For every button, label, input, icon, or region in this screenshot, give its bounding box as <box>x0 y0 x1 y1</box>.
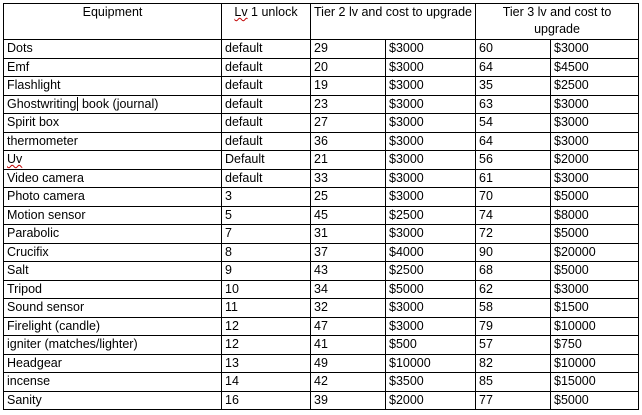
cell-equipment[interactable] <box>4 169 222 188</box>
equipment-table <box>3 3 639 410</box>
cell-text: 19 <box>314 78 328 92</box>
cell-text: 64 <box>479 59 493 74</box>
cell-text: $3500 <box>389 374 424 388</box>
cell-t2-cost[interactable] <box>386 225 476 244</box>
cell-t2-cost[interactable] <box>386 262 476 281</box>
cell-text: $3000 <box>389 41 424 55</box>
cell-text: 39 <box>314 392 328 407</box>
table-body <box>4 40 639 410</box>
cell-t2-cost[interactable] <box>386 206 476 225</box>
table-row <box>4 391 639 410</box>
cell-t3-lv[interactable] <box>476 243 551 262</box>
cell-text: 12 <box>225 318 239 333</box>
cell-text: 41 <box>314 337 328 351</box>
cell-text: $3000 <box>554 133 589 148</box>
cell-text: 12 <box>225 337 239 351</box>
cell-text: Dots <box>7 41 33 55</box>
cell-text: 58 <box>479 300 493 314</box>
cell-t2-lv[interactable] <box>311 40 386 59</box>
cell-t3-cost[interactable] <box>551 243 639 262</box>
cell-t2-lv[interactable] <box>311 151 386 170</box>
cell-text: $2500 <box>389 263 424 277</box>
header-tier2[interactable]: Tier 2 lv and cost to upgrade <box>311 4 476 40</box>
cell-text: default <box>225 59 263 74</box>
cell-t2-lv[interactable] <box>311 58 386 77</box>
cell-t2-cost[interactable] <box>386 114 476 133</box>
cell-t3-lv[interactable] <box>476 262 551 281</box>
cell-t3-cost[interactable] <box>551 317 639 336</box>
cell-text: 7 <box>225 226 232 240</box>
cell-lv1[interactable] <box>222 280 311 299</box>
cell-t2-lv[interactable] <box>311 262 386 281</box>
cell-text: $2500 <box>554 78 589 92</box>
cell-text: $15000 <box>554 374 596 388</box>
cell-t2-cost[interactable] <box>386 243 476 262</box>
cell-equipment[interactable] <box>4 40 222 59</box>
cell-lv1[interactable] <box>222 299 311 318</box>
cell-text: $3000 <box>389 59 424 74</box>
cell-equipment[interactable] <box>4 225 222 244</box>
cell-lv1[interactable] <box>222 373 311 392</box>
table-row <box>4 151 639 170</box>
cell-equipment[interactable] <box>4 151 222 170</box>
cell-text: Motion sensor <box>7 207 86 222</box>
cell-text: Default <box>225 152 265 166</box>
cell-text: 3 <box>225 189 232 203</box>
cell-text: $3000 <box>389 96 424 111</box>
cell-t2-cost[interactable] <box>386 391 476 410</box>
cell-text: 57 <box>479 337 493 351</box>
cell-t3-lv[interactable] <box>476 151 551 170</box>
cell-t2-lv[interactable] <box>311 225 386 244</box>
cell-t2-lv[interactable] <box>311 391 386 410</box>
cell-text: 45 <box>314 207 328 222</box>
cell-t2-lv[interactable] <box>311 280 386 299</box>
cell-text: 16 <box>225 392 239 407</box>
cell-t2-cost[interactable] <box>386 58 476 77</box>
cell-equipment[interactable] <box>4 243 222 262</box>
cell-text: $10000 <box>554 318 596 333</box>
cell-text: 20 <box>314 59 328 74</box>
cell-text: 25 <box>314 189 328 203</box>
cell-lv1[interactable] <box>222 188 311 207</box>
cell-equipment[interactable] <box>4 373 222 392</box>
cell-t2-lv[interactable] <box>311 317 386 336</box>
cell-equipment[interactable] <box>4 188 222 207</box>
cell-equipment[interactable] <box>4 262 222 281</box>
cell-t3-lv[interactable] <box>476 225 551 244</box>
cell-t2-cost[interactable] <box>386 373 476 392</box>
cell-t2-lv[interactable] <box>311 95 386 114</box>
cell-t3-lv[interactable] <box>476 132 551 151</box>
table-header <box>4 4 639 40</box>
cell-t2-lv[interactable] <box>311 243 386 262</box>
cell-text: Parabolic <box>7 226 60 240</box>
cell-t3-cost[interactable] <box>551 188 639 207</box>
table-row <box>4 280 639 299</box>
cell-text: 77 <box>479 392 493 407</box>
cell-text: $3000 <box>554 41 589 55</box>
cell-t2-lv[interactable] <box>311 77 386 96</box>
cell-t3-cost[interactable] <box>551 373 639 392</box>
cell-text: default <box>225 133 263 148</box>
cell-t3-cost[interactable] <box>551 151 639 170</box>
cell-t2-lv[interactable] <box>311 169 386 188</box>
cell-text: thermometer <box>7 133 78 148</box>
cell-text: incense <box>7 374 51 388</box>
cell-t3-cost[interactable] <box>551 391 639 410</box>
cell-lv1[interactable] <box>222 58 311 77</box>
cell-lv1[interactable] <box>222 132 311 151</box>
cell-lv1[interactable] <box>222 391 311 410</box>
cell-text: $3000 <box>389 318 424 333</box>
cell-t3-lv[interactable] <box>476 188 551 207</box>
table-row <box>4 169 639 188</box>
text-cursor: Ghostwriting <box>7 96 77 111</box>
cell-lv1[interactable] <box>222 40 311 59</box>
table-row <box>4 225 639 244</box>
cell-text: $10000 <box>389 355 431 370</box>
cell-text: $5000 <box>554 189 589 203</box>
cell-text: $5000 <box>554 263 589 277</box>
cell-t2-cost[interactable] <box>386 40 476 59</box>
table-row <box>4 373 639 392</box>
cell-equipment[interactable] <box>4 58 222 77</box>
header-tier3[interactable]: Tier 3 lv and cost to upgrade <box>476 4 639 40</box>
cell-text: 13 <box>225 355 239 370</box>
cell-text: Sound sensor <box>7 300 85 314</box>
cell-t2-cost[interactable] <box>386 299 476 318</box>
cell-t3-lv[interactable] <box>476 391 551 410</box>
cell-text: 82 <box>479 355 493 370</box>
table-row <box>4 336 639 355</box>
table-row <box>4 58 639 77</box>
cell-text: 70 <box>479 189 493 203</box>
cell-t3-cost[interactable] <box>551 262 639 281</box>
cell-t2-cost[interactable] <box>386 169 476 188</box>
cell-text: 33 <box>314 170 328 185</box>
cell-t3-lv[interactable] <box>476 280 551 299</box>
cell-text: 29 <box>314 41 328 55</box>
cell-text: 31 <box>314 226 328 240</box>
cell-lv1[interactable] <box>222 317 311 336</box>
cell-text: $20000 <box>554 244 596 259</box>
cell-t3-lv[interactable] <box>476 114 551 133</box>
cell-equipment[interactable] <box>4 77 222 96</box>
table-row <box>4 317 639 336</box>
cell-text: 21 <box>314 152 328 166</box>
cell-t2-cost[interactable] <box>386 132 476 151</box>
table-row <box>4 77 639 96</box>
cell-text: $2500 <box>389 207 424 222</box>
cell-text: Emf <box>7 59 30 74</box>
cell-text: 5 <box>225 207 232 222</box>
cell-text: 72 <box>479 226 493 240</box>
table-row <box>4 354 639 373</box>
cell-text: $5000 <box>554 226 589 240</box>
cell-text: $10000 <box>554 355 596 370</box>
cell-t2-cost[interactable] <box>386 151 476 170</box>
cell-text: $5000 <box>554 392 589 407</box>
cell-equipment[interactable] <box>4 336 222 355</box>
cell-text: 11 <box>225 300 238 314</box>
cell-text: $3000 <box>389 133 424 148</box>
cell-text: 9 <box>225 263 232 277</box>
cell-t3-cost[interactable] <box>551 40 639 59</box>
cell-text: Headgear <box>7 355 62 370</box>
cell-text: 74 <box>479 207 493 222</box>
cell-t3-cost[interactable] <box>551 77 639 96</box>
table-row <box>4 262 639 281</box>
cell-text: $3000 <box>554 281 589 296</box>
cell-text: $8000 <box>554 207 589 222</box>
cell-lv1[interactable] <box>222 354 311 373</box>
cell-text: $1500 <box>554 300 589 314</box>
cell-t3-lv[interactable] <box>476 58 551 77</box>
cell-text: $4500 <box>554 59 589 74</box>
cell-text: 43 <box>314 263 328 277</box>
table-row <box>4 40 639 59</box>
cell-t3-cost[interactable] <box>551 299 639 318</box>
cell-t2-cost[interactable] <box>386 280 476 299</box>
cell-text: $500 <box>389 337 417 351</box>
table-row <box>4 114 639 133</box>
cell-equipment[interactable] <box>4 95 222 114</box>
cell-t2-lv[interactable] <box>311 299 386 318</box>
cell-text: Salt <box>7 263 29 277</box>
cell-text: $2000 <box>389 392 424 407</box>
cell-t3-lv[interactable] <box>476 169 551 188</box>
cell-text: default <box>225 96 263 111</box>
cell-t3-lv[interactable] <box>476 336 551 355</box>
cell-t3-lv[interactable] <box>476 40 551 59</box>
cell-lv1[interactable] <box>222 336 311 355</box>
cell-text: 10 <box>225 281 239 296</box>
cell-text: $3000 <box>554 96 589 111</box>
cell-t3-cost[interactable] <box>551 354 639 373</box>
cell-equipment[interactable] <box>4 391 222 410</box>
cell-text: default <box>225 41 263 55</box>
cell-t3-cost[interactable] <box>551 95 639 114</box>
cell-t3-cost[interactable] <box>551 336 639 355</box>
cell-text: igniter (matches/lighter) <box>7 337 138 351</box>
table-row <box>4 206 639 225</box>
table-row <box>4 243 639 262</box>
cell-text: 68 <box>479 263 493 277</box>
cell-equipment[interactable] <box>4 354 222 373</box>
cell-text: $3000 <box>389 170 424 185</box>
cell-text: $3000 <box>554 170 589 185</box>
cell-text: Tripod <box>7 281 42 296</box>
header-lv1-suffix: 1 unlock <box>247 5 298 19</box>
cell-t2-lv[interactable] <box>311 354 386 373</box>
cell-lv1[interactable] <box>222 114 311 133</box>
cell-text: 79 <box>479 318 493 333</box>
cell-lv1[interactable] <box>222 225 311 244</box>
cell-text: Firelight (candle) <box>7 318 101 333</box>
cell-t2-cost[interactable] <box>386 95 476 114</box>
table-row <box>4 95 639 114</box>
cell-t2-cost[interactable] <box>386 317 476 336</box>
cell-t3-cost[interactable] <box>551 169 639 188</box>
cell-text: default <box>225 78 263 92</box>
header-row <box>4 4 639 40</box>
cell-text: $4000 <box>389 244 424 259</box>
cell-lv1[interactable] <box>222 151 311 170</box>
cell-text: $3000 <box>389 226 424 240</box>
header-lv1-prefix: Lv <box>234 5 248 19</box>
cell-text: 35 <box>479 78 493 92</box>
cell-text: 60 <box>479 41 493 55</box>
cell-t3-cost[interactable] <box>551 114 639 133</box>
cell-t2-lv[interactable] <box>311 132 386 151</box>
cell-equipment[interactable] <box>4 114 222 133</box>
cell-t2-cost[interactable] <box>386 188 476 207</box>
cell-lv1[interactable] <box>222 77 311 96</box>
cell-text: 27 <box>314 115 328 129</box>
cell-t3-lv[interactable] <box>476 317 551 336</box>
cell-text: 36 <box>314 133 328 148</box>
cell-text: 61 <box>479 170 493 185</box>
cell-text: 64 <box>479 133 493 148</box>
cell-equipment[interactable] <box>4 299 222 318</box>
cell-equipment[interactable] <box>4 317 222 336</box>
cell-text: $750 <box>554 337 582 351</box>
cell-text: $3000 <box>389 189 424 203</box>
cell-text: 63 <box>479 96 493 111</box>
cell-text: 8 <box>225 244 232 259</box>
cell-t3-lv[interactable] <box>476 373 551 392</box>
cell-t2-lv[interactable] <box>311 114 386 133</box>
cell-t3-lv[interactable] <box>476 206 551 225</box>
cell-t2-lv[interactable] <box>311 206 386 225</box>
cell-t2-lv[interactable] <box>311 336 386 355</box>
cell-t2-cost[interactable] <box>386 354 476 373</box>
cell-text: 37 <box>314 244 328 259</box>
cell-t3-lv[interactable] <box>476 77 551 96</box>
cell-text: $3000 <box>389 300 424 314</box>
cell-text: Uv <box>7 152 23 166</box>
cell-text: 62 <box>479 281 493 296</box>
cell-lv1[interactable] <box>222 262 311 281</box>
table-row <box>4 188 639 207</box>
cell-text: 42 <box>314 374 328 388</box>
cell-t3-cost[interactable] <box>551 58 639 77</box>
cell-t3-cost[interactable] <box>551 132 639 151</box>
cell-text: 56 <box>479 152 493 166</box>
cell-text: Sanity <box>7 392 42 407</box>
cell-t3-cost[interactable] <box>551 206 639 225</box>
cell-lv1[interactable] <box>222 206 311 225</box>
cell-text: 34 <box>314 281 328 296</box>
cell-text: 49 <box>314 355 328 370</box>
cell-text: $3000 <box>554 115 589 129</box>
cell-equipment[interactable] <box>4 132 222 151</box>
cell-text: default <box>225 115 263 129</box>
cell-t2-cost[interactable] <box>386 77 476 96</box>
cell-text: 47 <box>314 318 328 333</box>
cell-t2-lv[interactable] <box>311 188 386 207</box>
cell-equipment[interactable] <box>4 280 222 299</box>
cell-equipment[interactable] <box>4 206 222 225</box>
cell-t2-cost[interactable] <box>386 336 476 355</box>
cell-t2-lv[interactable] <box>311 373 386 392</box>
cell-text: $2000 <box>554 152 589 166</box>
table-row <box>4 132 639 151</box>
cell-text: 90 <box>479 244 493 259</box>
cell-text: Video camera <box>7 170 84 185</box>
cell-lv1[interactable] <box>222 243 311 262</box>
table-row <box>4 299 639 318</box>
cell-text: 54 <box>479 115 493 129</box>
cell-text: 14 <box>225 374 239 388</box>
cell-t3-cost[interactable] <box>551 280 639 299</box>
header-equipment[interactable]: Equipment <box>4 4 222 40</box>
cell-text: default <box>225 170 263 185</box>
cell-t3-lv[interactable] <box>476 354 551 373</box>
cell-text: Flashlight <box>7 78 61 92</box>
cell-text: 23 <box>314 96 328 111</box>
cell-text: Crucifix <box>7 244 49 259</box>
cell-text: $5000 <box>389 281 424 296</box>
cell-t3-lv[interactable] <box>476 299 551 318</box>
cell-lv1[interactable] <box>222 169 311 188</box>
cell-text: 85 <box>479 374 493 388</box>
cell-text: $3000 <box>389 115 424 129</box>
cell-text: $3000 <box>389 78 424 92</box>
cell-t3-cost[interactable] <box>551 225 639 244</box>
cell-text: Spirit box <box>7 115 60 129</box>
cell-text: 32 <box>314 300 328 314</box>
cell-text: $3000 <box>389 152 424 166</box>
cell-equipment-rest: book (journal) <box>78 96 159 111</box>
header-lv1-unlock[interactable] <box>222 4 311 40</box>
cell-text: Photo camera <box>7 189 85 203</box>
cell-lv1[interactable] <box>222 95 311 114</box>
cell-t3-lv[interactable] <box>476 95 551 114</box>
